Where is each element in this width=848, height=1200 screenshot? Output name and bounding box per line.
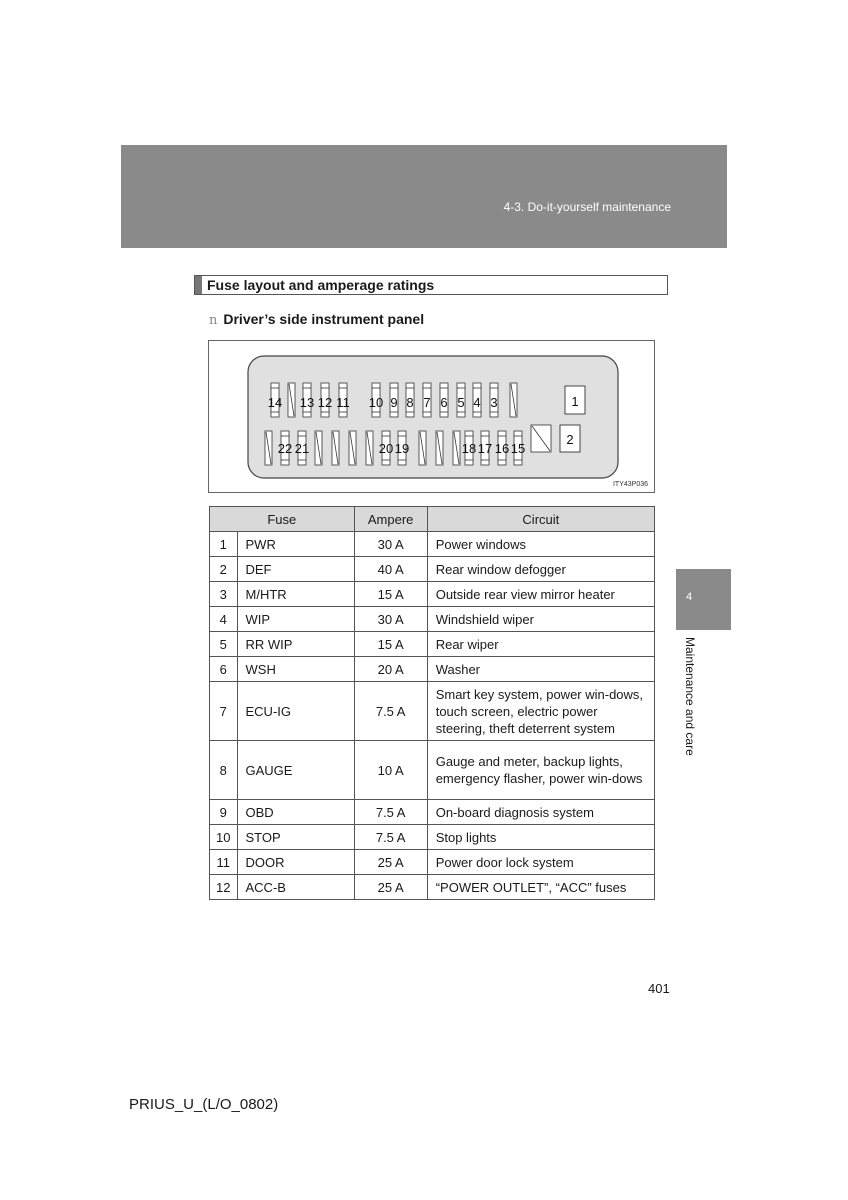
fuse-number: 1 [210,532,238,557]
fuse-circuit: Power windows [427,532,654,557]
fuse-number: 7 [210,682,238,741]
figure-code: ITY43P036 [612,481,648,488]
fuse-label-top: 12 [317,395,333,410]
table-row [210,741,655,800]
fuse-label-bottom: 18 [461,441,477,456]
fuse-number: 8 [210,741,238,800]
fuse-label-bottom: 16 [494,441,510,456]
fuse-label-top: 5 [457,395,465,410]
fuse-ampere: 25 A [354,850,427,875]
fuse-number: 12 [210,875,238,900]
fuse-ampere: 15 A [354,582,427,607]
fuse-number: 3 [210,582,238,607]
fuse-ampere: 25 A [354,875,427,900]
table-row [210,632,655,657]
fuse-label-top: 8 [406,395,414,410]
fuse-label-bottom: 19 [394,441,410,456]
fuse-name: STOP [237,825,354,850]
fuse-name: RR WIP [237,632,354,657]
table-row [210,875,655,900]
table-row [210,657,655,682]
fuse-ampere: 30 A [354,532,427,557]
fuse-name: ECU-IG [237,682,354,741]
fuse-ampere: 15 A [354,632,427,657]
fuse-ampere: 7.5 A [354,800,427,825]
fuse-label-top: 9 [390,395,398,410]
table-header-row [210,507,655,532]
fuse-label-top: 3 [490,395,498,410]
fuse-label-bottom: 20 [378,441,394,456]
table-row [210,557,655,582]
fuse-number: 2 [210,557,238,582]
table-row [210,682,655,741]
fuse-number: 11 [210,850,238,875]
fuse-label-bottom: 21 [294,441,310,456]
header-fuse: Fuse [210,507,355,532]
fuse-number: 4 [210,607,238,632]
fuse-circuit: Gauge and meter, backup lights, emergency flasher, power win-dows [427,741,654,800]
relay-label: 2 [566,432,574,447]
fuse-ampere: 30 A [354,607,427,632]
fuse-ampere: 40 A [354,557,427,582]
fuse-circuit: “POWER OUTLET”, “ACC” fuses [427,875,654,900]
fuse-ampere: 20 A [354,657,427,682]
table-row [210,825,655,850]
fuse-label-top: 14 [267,395,283,410]
section-breadcrumb: 4-3. Do-it-yourself maintenance [503,200,671,214]
fuse-name: WIP [237,607,354,632]
fuse-label-top: 4 [473,395,481,410]
fuse-number: 5 [210,632,238,657]
fuse-label-top: 7 [423,395,431,410]
footer-code: PRIUS_U_(L/O_0802) [129,1096,279,1113]
fuse-number: 10 [210,825,238,850]
subheading-text: Driver’s side instrument panel [223,311,425,327]
table-row [210,582,655,607]
fuse-circuit: Outside rear view mirror heater [427,582,654,607]
fuse-circuit: Smart key system, power win-dows, touch screen, electric power steering, theft deterrent system [427,682,654,741]
fuse-name: WSH [237,657,354,682]
fuse-label-top: 13 [299,395,315,410]
section-title: Fuse layout and amperage ratings [207,277,435,293]
page-number: 401 [648,981,670,996]
table-row [210,532,655,557]
fuse-name: GAUGE [237,741,354,800]
heading-marker [195,276,202,294]
fuse-label-bottom: 22 [277,441,293,456]
fuse-name: DEF [237,557,354,582]
fuse-label-bottom: 17 [477,441,493,456]
fuse-name: PWR [237,532,354,557]
fuse-name: ACC-B [237,875,354,900]
fuse-box-svg [209,341,656,494]
header-circuit: Circuit [427,507,654,532]
table-row [210,850,655,875]
chapter-tab [676,569,731,630]
fuse-circuit: Windshield wiper [427,607,654,632]
section-heading [194,275,668,295]
fuse-number: 9 [210,800,238,825]
bullet-icon: n [209,313,218,328]
relay-label: 1 [571,394,579,409]
fuse-ampere: 7.5 A [354,682,427,741]
chapter-title: Maintenance and care [683,637,697,756]
fuse-ampere: 10 A [354,741,427,800]
fuse-circuit: Power door lock system [427,850,654,875]
table-row [210,800,655,825]
fuse-box-diagram [208,340,655,493]
fuse-number: 6 [210,657,238,682]
fuse-label-bottom: 15 [510,441,526,456]
fuse-circuit: Stop lights [427,825,654,850]
fuse-ampere: 7.5 A [354,825,427,850]
fuse-label-top: 11 [336,395,350,410]
fuse-circuit: On-board diagnosis system [427,800,654,825]
chapter-header-band [121,145,727,248]
fuse-label-top: 6 [440,395,448,410]
fuse-table [209,506,655,900]
fuse-circuit: Rear window defogger [427,557,654,582]
chapter-number: 4 [686,591,693,603]
fuse-circuit: Rear wiper [427,632,654,657]
fuse-name: DOOR [237,850,354,875]
subheading [209,311,424,328]
fuse-name: OBD [237,800,354,825]
fuse-name: M/HTR [237,582,354,607]
fuse-circuit: Washer [427,657,654,682]
table-row [210,607,655,632]
fuse-label-top: 10 [368,395,384,410]
header-ampere: Ampere [354,507,427,532]
